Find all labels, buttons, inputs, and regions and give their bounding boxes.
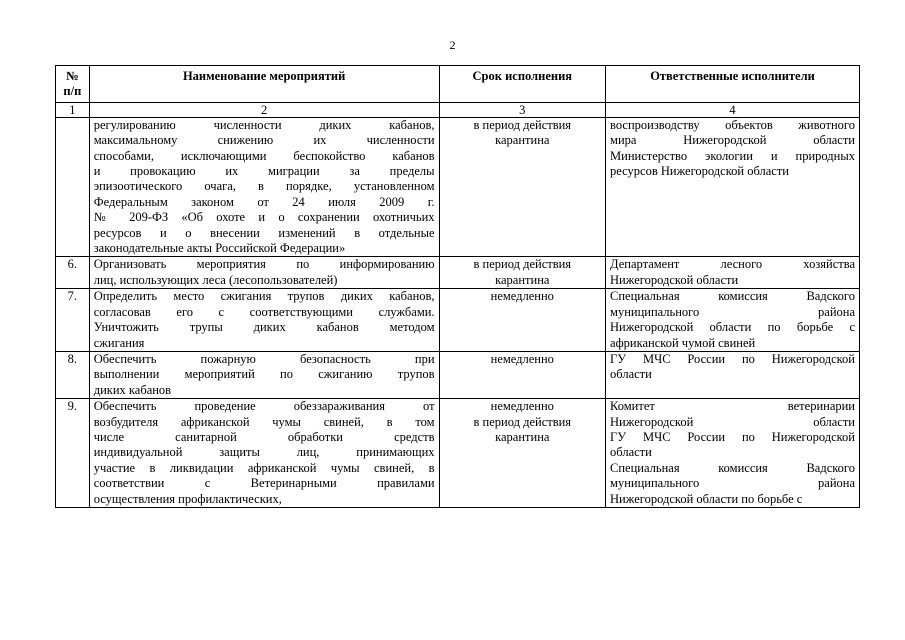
measure-name-line: возбудителя африканской чумы свиней, в том xyxy=(93,414,435,429)
measure-name-line: Определить место сжигания трупов диких кабанов, xyxy=(93,289,435,304)
table-body xyxy=(56,117,860,507)
measure-name-line: диких кабанов xyxy=(93,382,172,397)
table-header-row xyxy=(56,66,860,103)
measure-name xyxy=(89,117,439,257)
header-num: № п/п xyxy=(56,66,90,103)
column-number: 1 xyxy=(56,102,90,117)
measure-name-line: Обеспечить пожарную безопасность при xyxy=(93,351,435,366)
execution-term xyxy=(439,117,605,257)
responsible-executors-line: воспроизводству объектов животного xyxy=(610,117,855,132)
execution-term-line: в период действия xyxy=(473,257,572,272)
measure-name-line: Федеральным законом от 24 июля 2009 г. xyxy=(93,194,435,209)
row-number xyxy=(56,117,90,257)
measure-name xyxy=(89,257,439,289)
column-number-row xyxy=(56,102,860,117)
measure-name-line: Организовать мероприятия по информированию xyxy=(93,257,435,272)
responsible-executors xyxy=(606,257,860,289)
responsible-executors-line: Нижегородской области xyxy=(610,272,739,287)
row-number: 9. xyxy=(56,399,90,508)
execution-term-line: в период действия xyxy=(473,414,572,429)
execution-term-line: немедленно xyxy=(490,351,554,366)
measure-name-line: индивидуальной защиты лиц, принимающих xyxy=(93,445,435,460)
header-name: Наименование мероприятий xyxy=(89,66,439,103)
measure-name-line: регулированию численности диких кабанов, xyxy=(93,117,435,132)
responsible-executors-line: Нижегородской области xyxy=(610,414,855,429)
responsible-executors-line: мира Нижегородской области xyxy=(610,133,855,148)
execution-term-line: в период действия xyxy=(473,117,572,132)
measure-name-line: выполнении мероприятий по сжиганию трупов xyxy=(93,367,435,382)
measure-name xyxy=(89,289,439,352)
measure-name-line: № 209-ФЗ «Об охоте и о сохранении охотничьих xyxy=(93,210,435,225)
measure-name-line: и провокацию их миграции за пределы xyxy=(93,164,435,179)
measure-name-line: максимальному снижению их численности xyxy=(93,133,435,148)
table-row xyxy=(56,351,860,398)
responsible-executors-line: африканской чумой свиней xyxy=(610,335,756,350)
responsible-executors-line: муниципального района xyxy=(610,304,855,319)
responsible-executors-line: Нижегородской области по борьбе с xyxy=(610,491,803,506)
execution-term-line: карантина xyxy=(495,133,550,148)
responsible-executors-line: Министерство экологии и природных xyxy=(610,148,855,163)
header-responsible: Ответственные исполнители xyxy=(606,66,860,103)
column-number: 2 xyxy=(89,102,439,117)
measure-name-line: эпизоотического очага, в порядке, установленном xyxy=(93,179,435,194)
measure-name-line: участие в ликвидации африканской чумы свиней, в xyxy=(93,460,435,475)
execution-term-line: карантина xyxy=(495,429,550,444)
row-number: 7. xyxy=(56,289,90,352)
responsible-executors-line: Специальная комиссия Вадского xyxy=(610,460,855,475)
measures-table xyxy=(55,65,860,508)
measure-name-line: числе санитарной обработки средств xyxy=(93,429,435,444)
measure-name-line: осуществления профилактических, xyxy=(93,491,282,506)
responsible-executors-line: ГУ МЧС России по Нижегородской xyxy=(610,351,855,366)
execution-term xyxy=(439,289,605,352)
responsible-executors-line: ГУ МЧС России по Нижегородской xyxy=(610,429,855,444)
responsible-executors-line: муниципального района xyxy=(610,476,855,491)
measure-name-line: сжигания xyxy=(93,335,145,350)
measure-name-line: Уничтожить трупы диких кабанов методом xyxy=(93,320,435,335)
measure-name-line: соответствии с Ветеринарными правилами xyxy=(93,476,435,491)
responsible-executors-line: Нижегородской области по борьбе с xyxy=(610,320,855,335)
row-number: 8. xyxy=(56,351,90,398)
execution-term xyxy=(439,351,605,398)
column-number: 4 xyxy=(606,102,860,117)
row-number: 6. xyxy=(56,257,90,289)
responsible-executors-line: Специальная комиссия Вадского xyxy=(610,289,855,304)
execution-term-line: немедленно xyxy=(490,399,554,414)
table-row xyxy=(56,399,860,508)
responsible-executors xyxy=(606,399,860,508)
execution-term-line: немедленно xyxy=(490,289,554,304)
table-row xyxy=(56,117,860,257)
responsible-executors-line: области xyxy=(610,367,652,382)
responsible-executors-line: Департамент лесного хозяйства xyxy=(610,257,855,272)
measure-name xyxy=(89,351,439,398)
measure-name-line: ресурсов и о внесении изменений в отдельные xyxy=(93,225,435,240)
measure-name-line: законодательные акты Российской Федерации» xyxy=(93,241,346,256)
responsible-executors-line: ресурсов Нижегородской области xyxy=(610,164,789,179)
responsible-executors xyxy=(606,351,860,398)
execution-term-line: карантина xyxy=(495,272,550,287)
measure-name xyxy=(89,399,439,508)
page-number: 2 xyxy=(449,38,456,52)
responsible-executors xyxy=(606,117,860,257)
responsible-executors xyxy=(606,289,860,352)
table-row xyxy=(56,289,860,352)
column-number: 3 xyxy=(439,102,605,117)
header-term: Срок исполнения xyxy=(439,66,605,103)
execution-term xyxy=(439,257,605,289)
measure-name-line: Обеспечить проведение обеззараживания от xyxy=(93,399,435,414)
measure-name-line: лиц, использующих леса (лесопользователей) xyxy=(93,272,338,287)
execution-term xyxy=(439,399,605,508)
responsible-executors-line: области xyxy=(610,445,652,460)
table-row xyxy=(56,257,860,289)
measure-name-line: согласовав его с соответствующими службами. xyxy=(93,304,435,319)
responsible-executors-line: Комитет ветеринарии xyxy=(610,399,855,414)
measure-name-line: способами, исключающими беспокойство кабанов xyxy=(93,148,435,163)
